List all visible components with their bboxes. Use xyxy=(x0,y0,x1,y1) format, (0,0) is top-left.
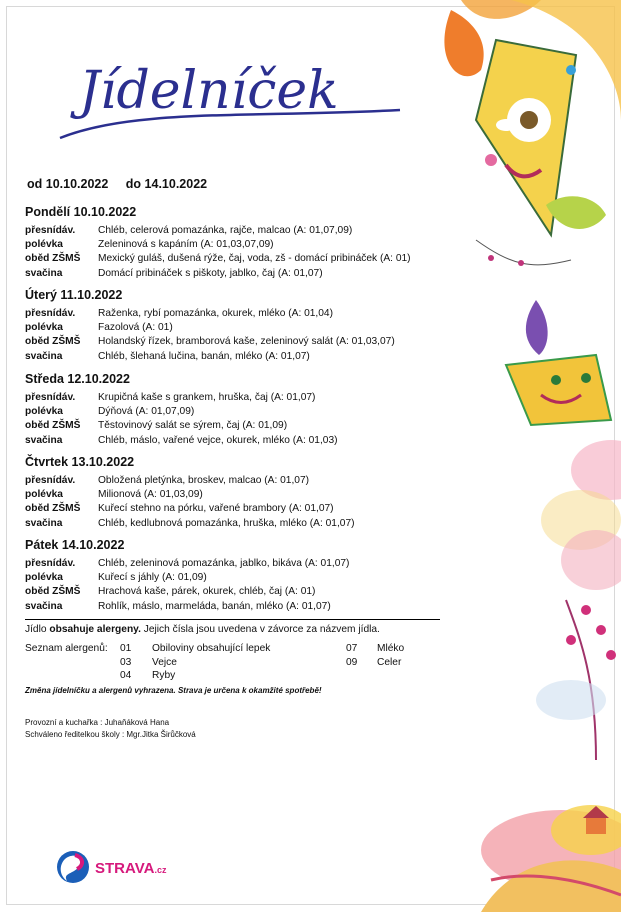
meal-row xyxy=(25,517,445,531)
meal-label: přesnídáv. xyxy=(25,558,76,569)
decorative-artwork xyxy=(421,0,621,912)
meal-label: svačina xyxy=(25,600,63,612)
date-to: do 14.10.2022 xyxy=(125,177,208,191)
allergen-name: Obiloviny obsahující lepek xyxy=(152,643,271,654)
allergen-name: Celer xyxy=(377,656,402,668)
allergen-num: 09 xyxy=(346,656,358,668)
page-title-graphic xyxy=(55,38,415,158)
allergen-num: 07 xyxy=(346,643,358,654)
strava-logo-suffix: .cz xyxy=(154,865,167,875)
allergen-name: Mléko xyxy=(377,643,405,654)
allergen-intro-prefix: Jídlo xyxy=(25,624,47,635)
meal-text: Hrachová kaše, párek, okurek, chléb, čaj (A: 01) xyxy=(98,586,316,598)
meal-label: přesnídáv. xyxy=(25,225,76,236)
meal-label: oběd ZŠMŠ xyxy=(25,420,81,432)
meal-row xyxy=(25,557,445,571)
meal-row xyxy=(25,307,445,321)
meal-text: Dýňová (A: 01,07,09) xyxy=(98,406,195,418)
meal-row xyxy=(25,434,445,448)
signature-cook: Provozní a kuchařka : Juhaňáková Hana xyxy=(25,718,170,727)
allergen-num: 04 xyxy=(120,670,132,681)
strava-logo-main: STRAVA xyxy=(95,860,155,877)
allergen-intro-rest: Jejich čísla jsou uvedena v závorce za názvem jídla. xyxy=(143,624,380,635)
day-title: Pondělí 10.10.2022 xyxy=(25,205,137,219)
meal-label: přesnídáv. xyxy=(25,475,76,486)
meal-row xyxy=(25,502,445,516)
meal-row xyxy=(25,474,445,488)
meal-label: přesnídáv. xyxy=(25,308,76,319)
meal-label: oběd ZŠMŠ xyxy=(25,586,81,598)
meal-row xyxy=(25,488,445,502)
day-title: Středa 12.10.2022 xyxy=(25,372,130,386)
meal-label: polévka xyxy=(25,572,63,584)
meal-label: polévka xyxy=(25,406,63,418)
signatures xyxy=(25,717,196,740)
meal-label: svačina xyxy=(25,350,63,362)
meal-row xyxy=(25,335,445,349)
meal-label: svačina xyxy=(25,267,63,279)
meal-text: Chléb, celerová pomazánka, rajče, malcao (A: 01,07,09) xyxy=(98,225,353,236)
meal-text: Těstovinový salát se sýrem, čaj (A: 01,09) xyxy=(98,420,288,432)
meal-text: Chléb, kedlubnová pomazánka, hruška, mléko (A: 01,07) xyxy=(98,517,355,529)
meal-row xyxy=(25,224,445,238)
day-section xyxy=(25,538,445,614)
allergen-intro-bold: obsahuje alergeny. xyxy=(49,624,141,635)
meal-text: Chléb, máslo, vařené vejce, okurek, mléko (A: 01,03) xyxy=(98,434,338,446)
meal-row xyxy=(25,252,445,266)
day-section xyxy=(25,288,445,364)
day-title: Pátek 14.10.2022 xyxy=(25,538,125,552)
meal-label: přesnídáv. xyxy=(25,392,76,403)
meal-text: Krupičná kaše s grankem, hruška, čaj (A: 01,07) xyxy=(98,392,316,403)
day-section xyxy=(25,372,445,448)
day-section xyxy=(25,455,445,531)
meal-row xyxy=(25,405,445,419)
meal-text: Ražen​ka, rybí pomazánka, okurek, mléko (A: 01,04) xyxy=(98,308,333,319)
day-section xyxy=(25,205,445,281)
page-title: Jídelníček xyxy=(79,61,339,121)
meal-label: svačina xyxy=(25,517,63,529)
meal-text: Kuřecí s jáhly (A: 01,09) xyxy=(98,572,207,584)
meal-row xyxy=(25,391,445,405)
allergen-intro xyxy=(25,619,440,635)
meal-text: Rohlík, máslo, marmeláda, banán, mléko (A: 01,07) xyxy=(98,600,331,612)
allergen-list-label: Seznam alergenů: xyxy=(25,643,108,654)
meal-label: svačina xyxy=(25,434,63,446)
allergen-name: Vejce xyxy=(152,656,177,668)
meal-row xyxy=(25,600,445,614)
meal-text: Holandský řízek, bramborová kaše, zeleninový salát (A: 01,03,07) xyxy=(98,336,395,348)
disclaimer-note: Změna jídelníčku a alergenů vyhrazena. Strava je určena k okamžité spotřebě! xyxy=(25,686,322,695)
meal-label: oběd ZŠMŠ xyxy=(25,503,81,515)
meal-text: Fazolová (A: 01) xyxy=(98,322,173,334)
meal-text: Zeleninová s kapáním (A: 01,03,07,09) xyxy=(98,239,274,251)
meal-label: polévka xyxy=(25,489,63,501)
day-title: Čtvrtek 13.10.2022 xyxy=(25,455,135,469)
meal-text: Mexický guláš, dušená rýže, čaj, voda, zš - domácí pribináček (A: 01) xyxy=(98,253,411,265)
strava-logo-text xyxy=(95,860,166,877)
meal-label: polévka xyxy=(25,322,63,334)
meal-row xyxy=(25,419,445,433)
meal-row xyxy=(25,321,445,335)
meal-row xyxy=(25,238,445,252)
strava-logo[interactable] xyxy=(53,845,173,890)
date-range xyxy=(27,177,221,191)
meal-text: Domácí pribináček s piškoty, jablko, čaj (A: 01,07) xyxy=(98,267,323,279)
meal-row xyxy=(25,571,445,585)
date-from: od 10.10.2022 xyxy=(27,177,109,191)
meal-text: Milionová (A: 01,03,09) xyxy=(98,489,203,501)
meal-row xyxy=(25,350,445,364)
allergen-num: 03 xyxy=(120,656,132,668)
meal-text: Kuřecí stehno na pórku, vařené brambory (A: 01,07) xyxy=(98,503,334,515)
meal-row xyxy=(25,267,445,281)
meal-text: Chléb, šlehaná lučina, banán, mléko (A: 01,07) xyxy=(98,350,310,362)
meal-text: Chléb, zeleninová pomazánka, jablko, bikáva (A: 01,07) xyxy=(98,558,350,569)
meal-label: polévka xyxy=(25,239,63,251)
allergen-num: 01 xyxy=(120,643,132,654)
allergen-name: Ryby xyxy=(152,670,176,681)
day-title: Úterý 11.10.2022 xyxy=(25,288,123,302)
strava-logo-icon xyxy=(53,845,93,890)
meal-label: oběd ZŠMŠ xyxy=(25,253,81,265)
meal-label: oběd ZŠMŠ xyxy=(25,336,81,348)
meal-text: Obložená pletýnka, broskev, malcao (A: 01,07) xyxy=(98,475,310,486)
signature-director: Schváleno ředitelkou školy : Mgr.Jitka Širůčková xyxy=(25,729,196,739)
meal-row xyxy=(25,585,445,599)
